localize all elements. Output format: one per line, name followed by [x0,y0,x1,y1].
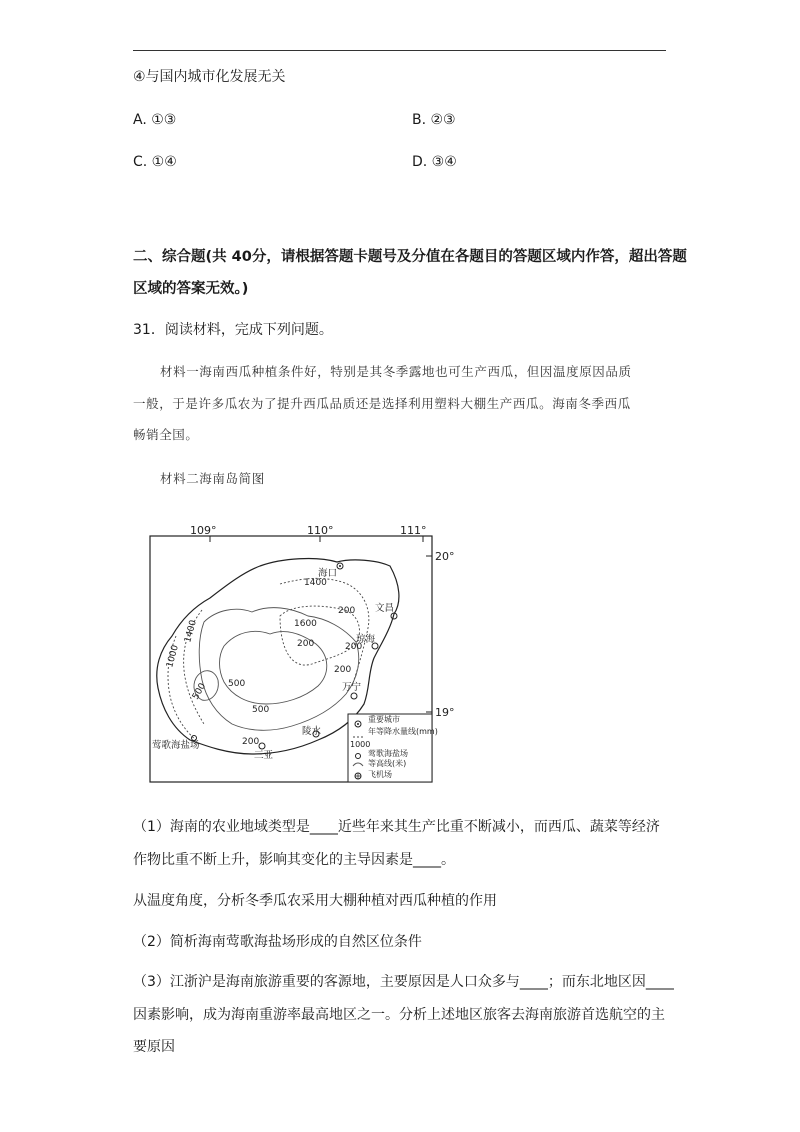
sub-question-2: （2）简析海南莺歌海盐场形成的自然区位条件 [133,934,422,950]
material-2-title: 材料二海南岛简图 [160,471,265,486]
lat-label-19: 19° [435,706,455,719]
label-200-southwest: 200 [242,737,260,747]
city-label-wanning: 万宁 [342,682,362,693]
city-marker-wanning [351,693,357,699]
label-200-northeast: 200 [345,642,363,652]
label-1000: 1000 [165,644,181,669]
lat-label-20: 20° [435,550,455,563]
sub-question-1b: 从温度角度，分析冬季瓜农采用大棚种植对西瓜种植的作用 [133,893,497,909]
sub-question-3: （3）江浙沪是海南旅游重要的客源地，主要原因是人口众多与____；而东北地区因____ [133,974,674,990]
city-label-haikou: 海口 [318,568,338,579]
label-500-center: 500 [228,679,246,689]
label-1400-north: 1400 [304,578,327,588]
question-31-stem: 31．阅读材料，完成下列问题。 [133,322,333,338]
material-1-line2: 一般，于是许多瓜农为了提升西瓜品质还是选择利用塑料大棚生产西瓜。海南冬季西瓜 [133,396,631,411]
legend-saltfield: 莺歌海盐场 [368,749,408,758]
lon-label-111: 111° [400,524,427,537]
sub-question-1: （1）海南的农业地域类型是____近些年来其生产比重不断减小，而西瓜、蔬菜等经济 [133,819,660,835]
hainan-map [132,518,472,786]
legend-isohyet-value: 1000 [350,740,371,749]
material-1-line1: 材料一海南西瓜种植条件好，特别是其冬季露地也可生产西瓜，但因温度原因品质 [160,364,632,379]
header-rule [133,50,666,51]
legend-airport-symbol [355,773,361,779]
material-1-line3: 畅销全国。 [133,427,199,442]
choice-b: B. ②③ [412,112,456,128]
label-200-center: 200 [297,639,315,649]
label-500-west: 500 [190,681,209,702]
legend-contour: 等高线(米) [368,759,407,768]
city-marker-haikou [337,563,343,569]
sub-question-3-cont: 因素影响，成为海南重游率最高地区之一。分析上述地区旅客去海南旅游首选航空的主 [133,1007,665,1023]
label-200-east: 200 [334,665,352,675]
sub-question-3-end: 要原因 [133,1039,175,1055]
choice-d: D. ③④ [412,154,457,170]
section-heading-cont: 区域的答案无效。) [133,281,249,297]
lon-label-109: 109° [190,524,217,537]
choice-c: C. ①④ [133,154,177,170]
legend-city: 重要城市 [368,715,400,724]
city-label-qionghai: 琼海 [356,634,376,645]
section-heading: 二、综合题(共 40分，请根据答题卡题号及分值在各题目的答题区域内作答，超出答题 [133,249,687,265]
label-1400-west: 1400 [183,619,199,644]
city-label-lingshui: 陵水 [302,726,322,737]
city-marker-sanya [259,743,265,749]
legend-airport: 飞机场 [368,770,392,779]
city-label-wenchang: 文昌 [375,603,395,614]
lon-label-110: 110° [307,524,334,537]
saltfield-label: 莺歌海盐场 [152,740,200,751]
option-item-4: ④与国内城市化发展无关 [133,69,286,85]
sub-question-1-cont: 作物比重不断上升，影响其变化的主导因素是____。 [133,852,455,868]
label-1600: 1600 [294,619,317,629]
label-200-north: 200 [338,606,356,616]
isohyet-1400-north [280,578,369,686]
choice-a: A. ①③ [133,112,177,128]
legend-isohyet: 年等降水量线(mm) [368,727,438,736]
label-500-south: 500 [252,705,270,715]
city-label-sanya: 三亚 [254,750,274,761]
